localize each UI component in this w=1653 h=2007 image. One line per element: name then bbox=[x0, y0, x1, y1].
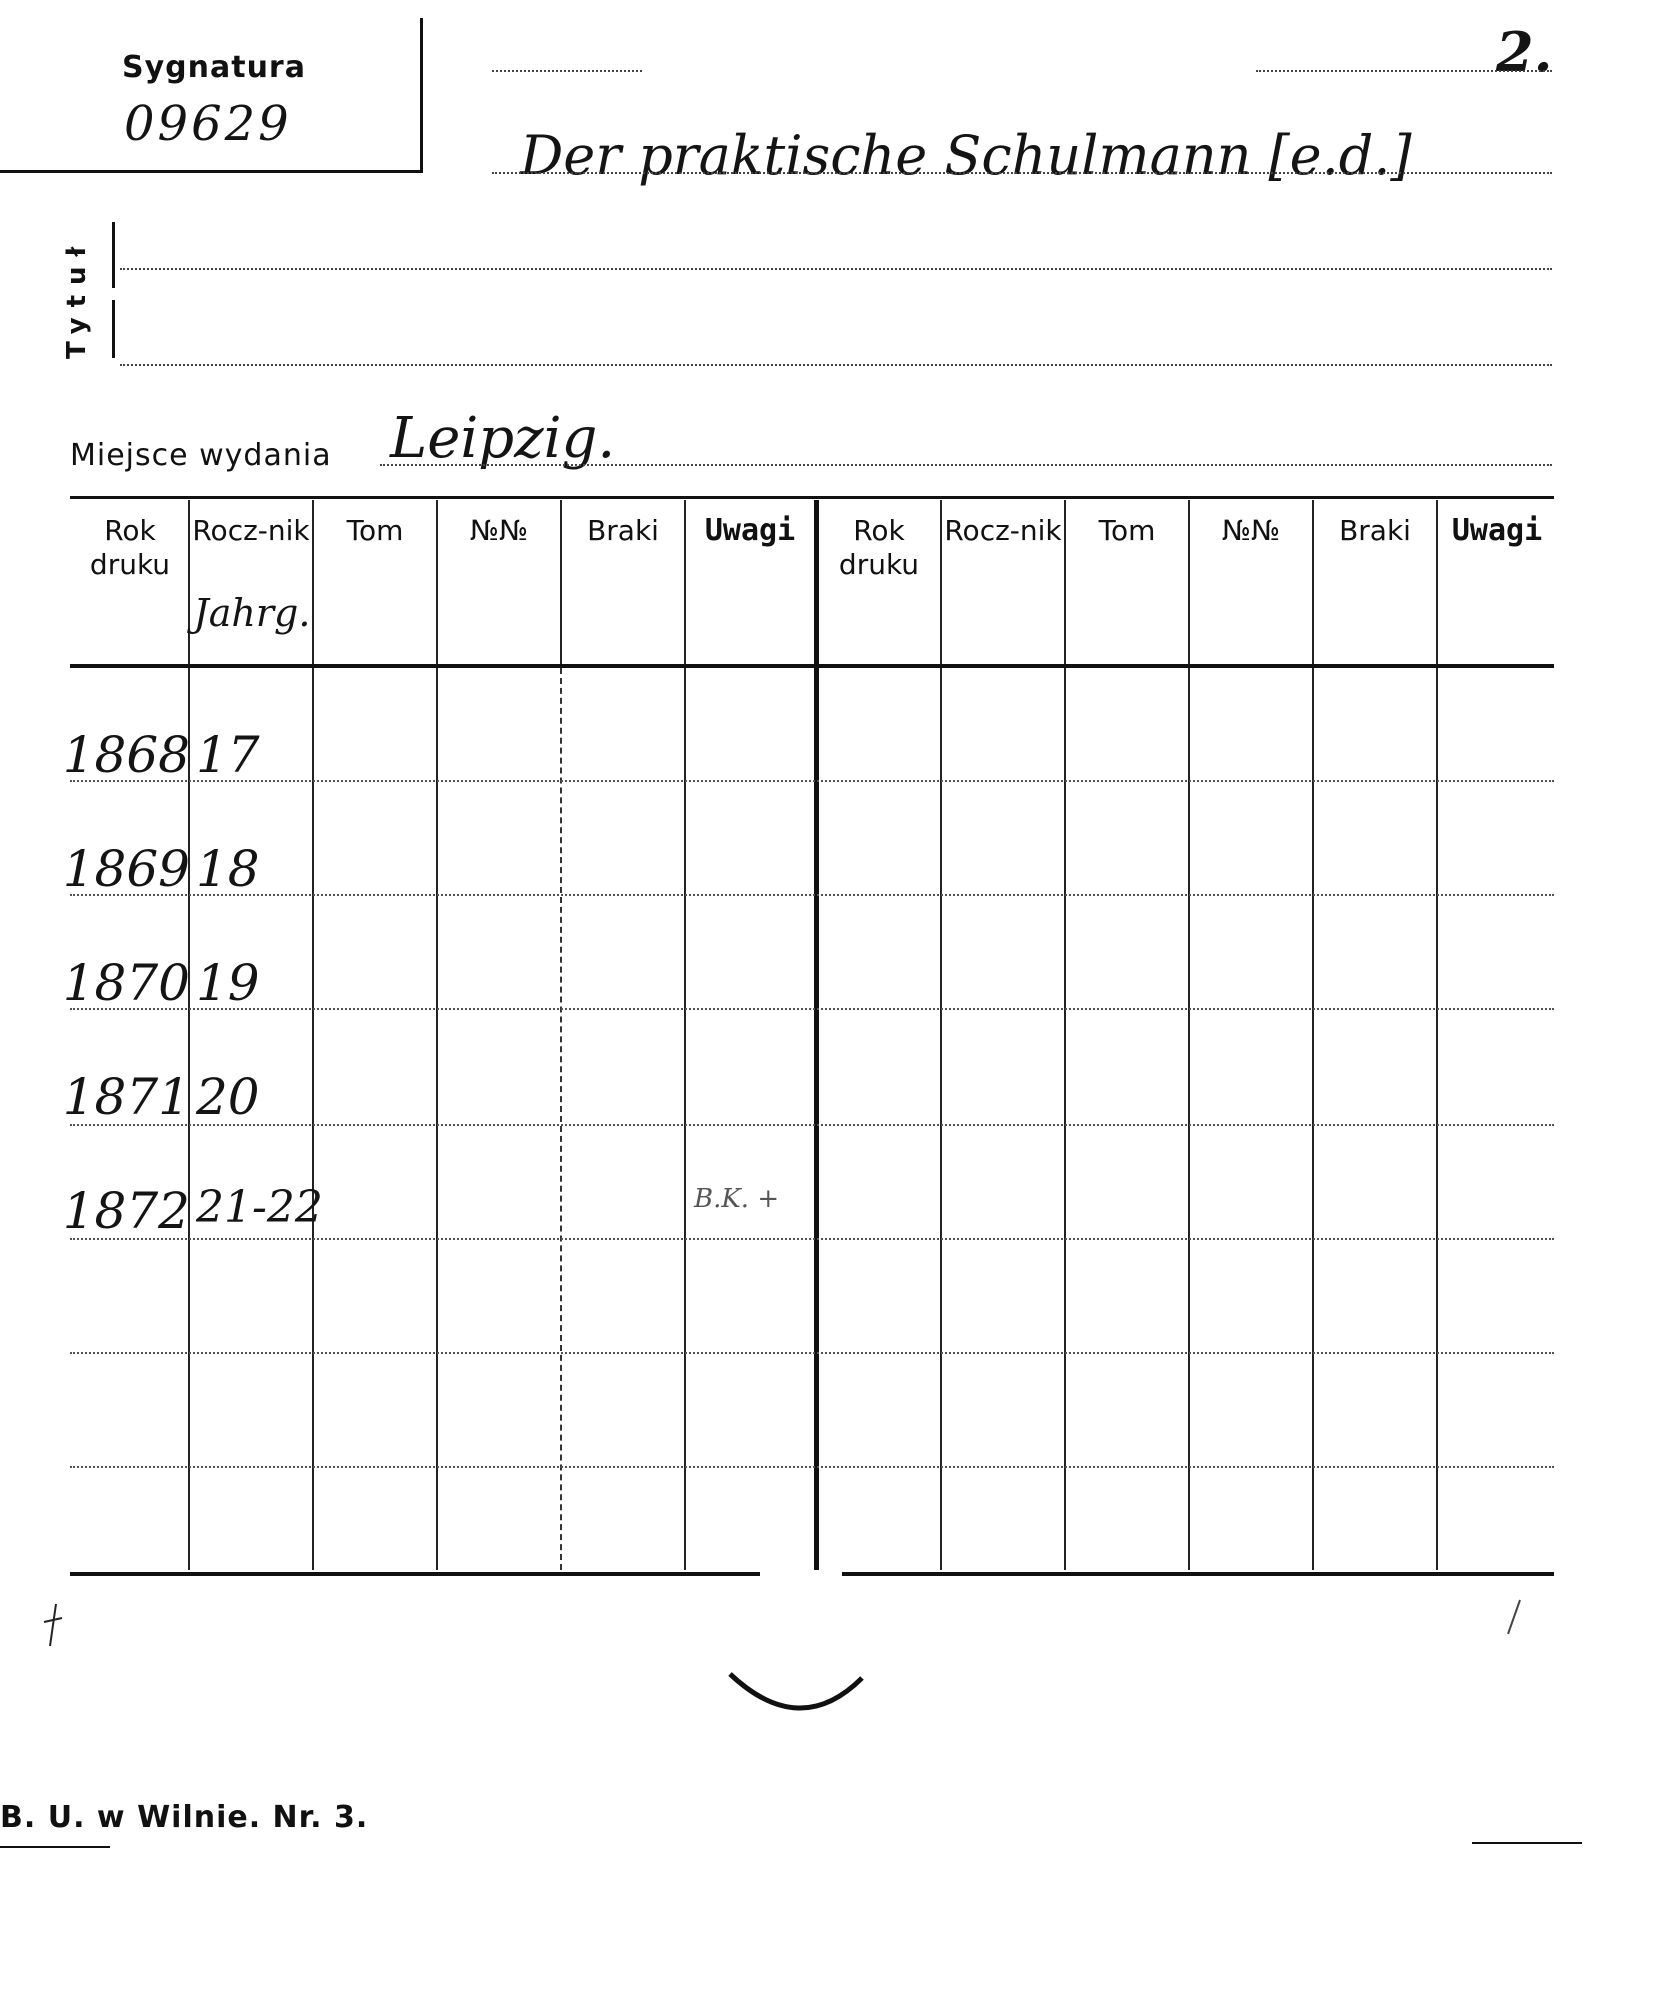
table-cell-year: 1868 bbox=[62, 726, 190, 784]
table-cell-year: 1872 bbox=[62, 1182, 190, 1240]
column-header-tom: Tom bbox=[346, 514, 404, 547]
table-cell-note: B.K. + bbox=[694, 1184, 780, 1214]
column-header-braki-2: Braki bbox=[1339, 514, 1411, 547]
table-cell-year: 1871 bbox=[62, 1068, 190, 1126]
table-cell-year: 1869 bbox=[62, 840, 190, 898]
column-header-numbers: №№ bbox=[469, 514, 529, 547]
column-divider bbox=[1064, 668, 1066, 1570]
table-cell-volume: 18 bbox=[196, 840, 260, 898]
column-divider bbox=[1436, 500, 1438, 664]
card-marks bbox=[0, 1590, 1653, 1750]
document-title: Der praktische Schulmann [e.d.] bbox=[520, 124, 1412, 187]
column-divider bbox=[1312, 668, 1314, 1570]
title-line bbox=[492, 172, 1552, 174]
column-divider bbox=[312, 500, 314, 664]
row-line bbox=[70, 1238, 1554, 1240]
table-bottom-rule bbox=[842, 1572, 1554, 1576]
column-header-annotation: Jahrg. bbox=[193, 591, 311, 635]
column-divider bbox=[560, 668, 562, 1570]
column-header-year-2: Rok druku bbox=[838, 514, 920, 581]
column-header-volume: Rocz-nik bbox=[192, 514, 310, 547]
row-line bbox=[70, 1466, 1554, 1468]
center-divider bbox=[814, 668, 819, 1570]
footer-rule bbox=[0, 1846, 110, 1848]
table-cell-year: 1870 bbox=[62, 954, 190, 1012]
column-divider bbox=[1188, 668, 1190, 1570]
title-section-label: Tytuł bbox=[62, 236, 92, 360]
column-header-uwagi: Uwagi bbox=[704, 513, 796, 548]
column-header-braki: Braki bbox=[587, 514, 659, 547]
table-bottom-rule bbox=[70, 1572, 760, 1576]
column-divider bbox=[560, 500, 562, 664]
title-bracket bbox=[112, 222, 115, 288]
title-line bbox=[120, 268, 1552, 270]
place-line bbox=[380, 464, 1552, 466]
table-top-rule bbox=[70, 496, 1554, 499]
signature-label: Sygnatura bbox=[122, 50, 306, 85]
row-line bbox=[70, 1352, 1554, 1354]
column-header-numbers-2: №№ bbox=[1221, 514, 1281, 547]
column-divider bbox=[1188, 500, 1190, 664]
center-divider bbox=[814, 500, 819, 664]
column-divider bbox=[1064, 500, 1066, 664]
column-divider bbox=[684, 668, 686, 1570]
column-divider bbox=[436, 500, 438, 664]
place-value: Leipzig. bbox=[390, 406, 616, 471]
column-divider bbox=[436, 668, 438, 1570]
column-divider bbox=[188, 500, 190, 664]
place-label: Miejsce wydania bbox=[70, 438, 332, 473]
title-bracket bbox=[112, 300, 115, 358]
column-divider bbox=[940, 500, 942, 664]
column-divider bbox=[1436, 668, 1438, 1570]
title-line bbox=[120, 364, 1552, 366]
table-cell-volume: 21-22 bbox=[196, 1182, 323, 1233]
page-number: 2. bbox=[1496, 20, 1553, 84]
footer-text: B. U. w Wilnie. Nr. 3. bbox=[0, 1800, 369, 1835]
signature-value: 09629 bbox=[124, 96, 292, 152]
table-cell-volume: 20 bbox=[196, 1068, 260, 1126]
header-bottom-rule bbox=[70, 664, 1554, 668]
column-header-tom-2: Tom bbox=[1098, 514, 1156, 547]
column-divider bbox=[1312, 500, 1314, 664]
column-header-uwagi-2: Uwagi bbox=[1451, 513, 1543, 548]
table-cell-volume: 17 bbox=[196, 726, 260, 784]
column-header-volume-2: Rocz-nik bbox=[944, 514, 1062, 547]
column-divider bbox=[940, 668, 942, 1570]
table-cell-volume: 19 bbox=[196, 954, 260, 1012]
column-header-year: Rok druku bbox=[89, 514, 171, 581]
dotted-line bbox=[492, 70, 642, 72]
footer-rule bbox=[1472, 1842, 1582, 1844]
column-divider bbox=[684, 500, 686, 664]
dotted-line bbox=[1256, 70, 1552, 72]
